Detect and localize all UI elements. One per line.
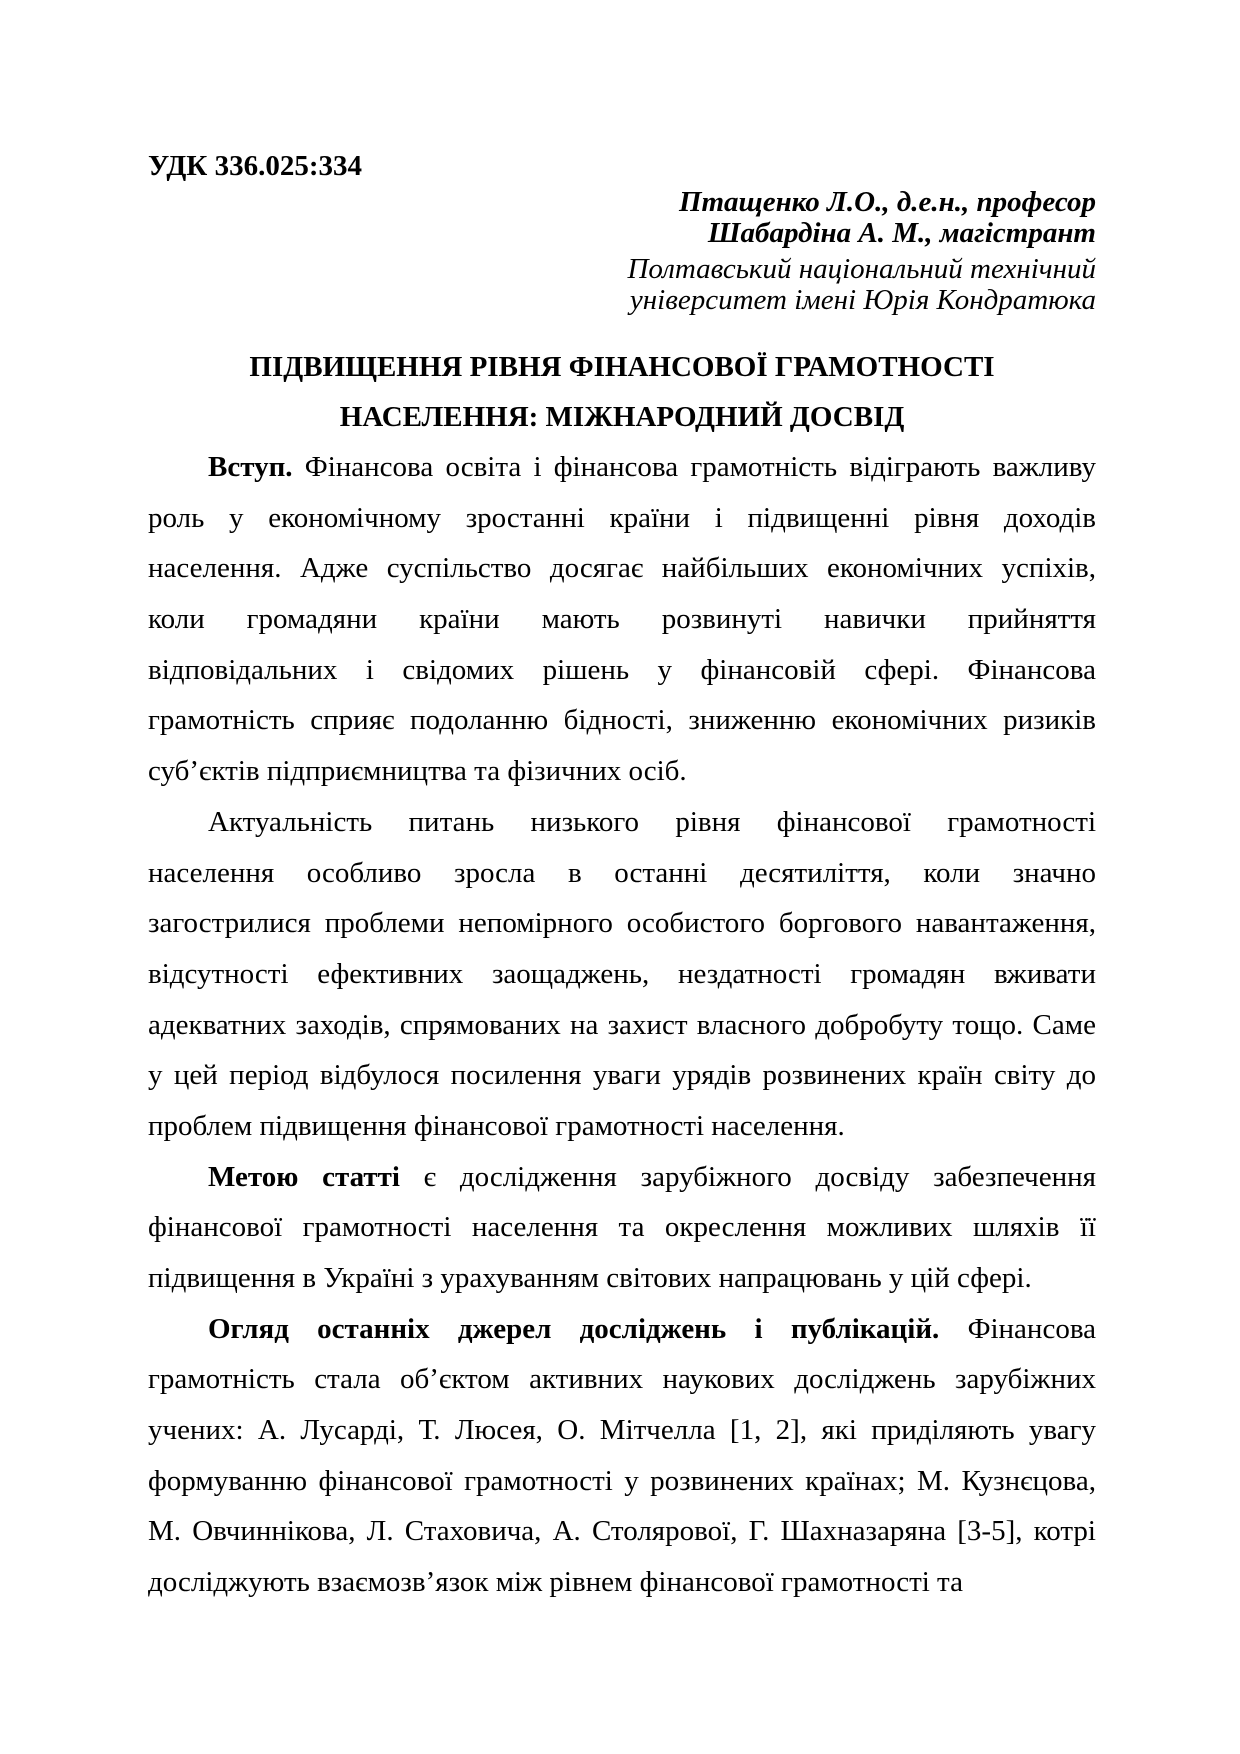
paragraph <box>148 1152 1096 1304</box>
line-text: населення особливо зросла в останні десятиліття, коли значно <box>148 856 1096 889</box>
paragraph <box>148 1304 1096 1608</box>
line-text: суб’єктів підприємництва та фізичних осіб. <box>148 755 687 788</box>
text-line <box>148 1405 1096 1456</box>
text-line <box>148 594 1096 645</box>
text-line <box>148 746 1096 797</box>
paragraph <box>148 797 1096 1152</box>
text-line <box>148 493 1096 544</box>
text-line <box>148 543 1096 594</box>
line-text: загострилися проблеми непомірного особистого боргового навантаження, <box>148 907 1096 940</box>
text-line <box>148 442 1096 493</box>
line-text: коли громадяни країни мають розвинуті навички прийняття <box>148 603 1096 636</box>
text-line <box>148 1101 1096 1152</box>
line-text: населення. Адже суспільство досягає найбільших економічних успіхів, <box>148 552 1096 585</box>
text-line <box>148 1506 1096 1557</box>
text-line <box>148 1202 1096 1253</box>
line-text: у цей період відбулося посилення уваги урядів розвинених країн світу до <box>148 1059 1096 1092</box>
line-text: грамотність сприяє подоланню бідності, зниженню економічних ризиків <box>148 704 1096 737</box>
text-line <box>148 645 1096 696</box>
line-text: відсутності ефективних заощаджень, нездатності громадян вживати <box>148 957 1096 990</box>
author-2: Шабардіна А. М., магістрант <box>707 217 1096 249</box>
line-text: формуванню фінансової грамотності у розвинених країнах; М. Кузнєцова, <box>148 1464 1096 1497</box>
text-line <box>148 949 1096 1000</box>
udc-code: УДК 336.025:334 <box>148 150 362 182</box>
line-text: фінансової грамотності населення та окреслення можливих шляхів її <box>148 1211 1096 1244</box>
article-body <box>148 442 1096 1608</box>
text-line <box>148 1152 1096 1203</box>
line-text: є дослідження зарубіжного досвіду забезпечення <box>399 1160 1096 1193</box>
author-1: Птащенко Л.О., д.е.н., професор <box>678 186 1096 218</box>
text-line <box>148 1304 1096 1355</box>
line-text: Фінансова <box>939 1312 1096 1345</box>
text-line <box>148 1354 1096 1405</box>
line-text: Фінансова освіта і фінансова грамотність відіграють важливу <box>292 451 1096 483</box>
article-title-line-1: ПІДВИЩЕННЯ РІВНЯ ФІНАНСОВОЇ ГРАМОТНОСТІ <box>249 351 995 383</box>
text-line <box>148 1557 1096 1608</box>
text-line <box>148 695 1096 746</box>
text-line <box>148 1050 1096 1101</box>
paragraph-lead: Огляд останніх джерел досліджень і публікацій. <box>208 1312 940 1345</box>
line-text: проблем підвищення фінансової грамотності населення. <box>148 1109 845 1142</box>
text-line <box>148 848 1096 899</box>
paragraph-lead: Метою статті <box>208 1160 400 1193</box>
article-title-line-2: НАСЕЛЕННЯ: МІЖНАРОДНИЙ ДОСВІД <box>339 401 905 433</box>
line-text: грамотність стала об’єктом активних наукових досліджень зарубіжних <box>148 1363 1096 1396</box>
line-text: роль у економічному зростанні країни і підвищенні рівня доходів <box>148 501 1096 534</box>
text-line <box>148 898 1096 949</box>
line-text: підвищення в Україні з урахуванням світових напрацювань у цій сфері. <box>148 1262 1032 1294</box>
text-line <box>148 797 1096 848</box>
text-line <box>148 1456 1096 1507</box>
line-text: учених: А. Лусарді, Т. Люсея, О. Мітчелла [1, 2], які приділяють увагу <box>148 1414 1096 1447</box>
line-text: Актуальність питань низького рівня фінансової грамотності <box>208 805 1096 838</box>
affiliation-line-2: університет імені Юрія Кондратюка <box>629 284 1096 316</box>
line-text: адекватних заходів, спрямованих на захист власного добробуту тощо. Саме <box>148 1008 1096 1041</box>
line-text: досліджують взаємозв’язок між рівнем фінансової грамотності та <box>148 1566 963 1599</box>
paragraph <box>148 442 1096 797</box>
text-line <box>148 1253 1096 1304</box>
affiliation-line-1: Полтавський національний технічний <box>627 253 1096 285</box>
text-line <box>148 1000 1096 1051</box>
line-text: відповідальних і свідомих рішень у фінансовій сфері. Фінансова <box>148 653 1096 686</box>
line-text: М. Овчиннікова, Л. Стаховича, А. Столярової, Г. Шахназаряна [3-5], котрі <box>148 1515 1096 1548</box>
paragraph-lead: Вступ. <box>208 451 293 483</box>
